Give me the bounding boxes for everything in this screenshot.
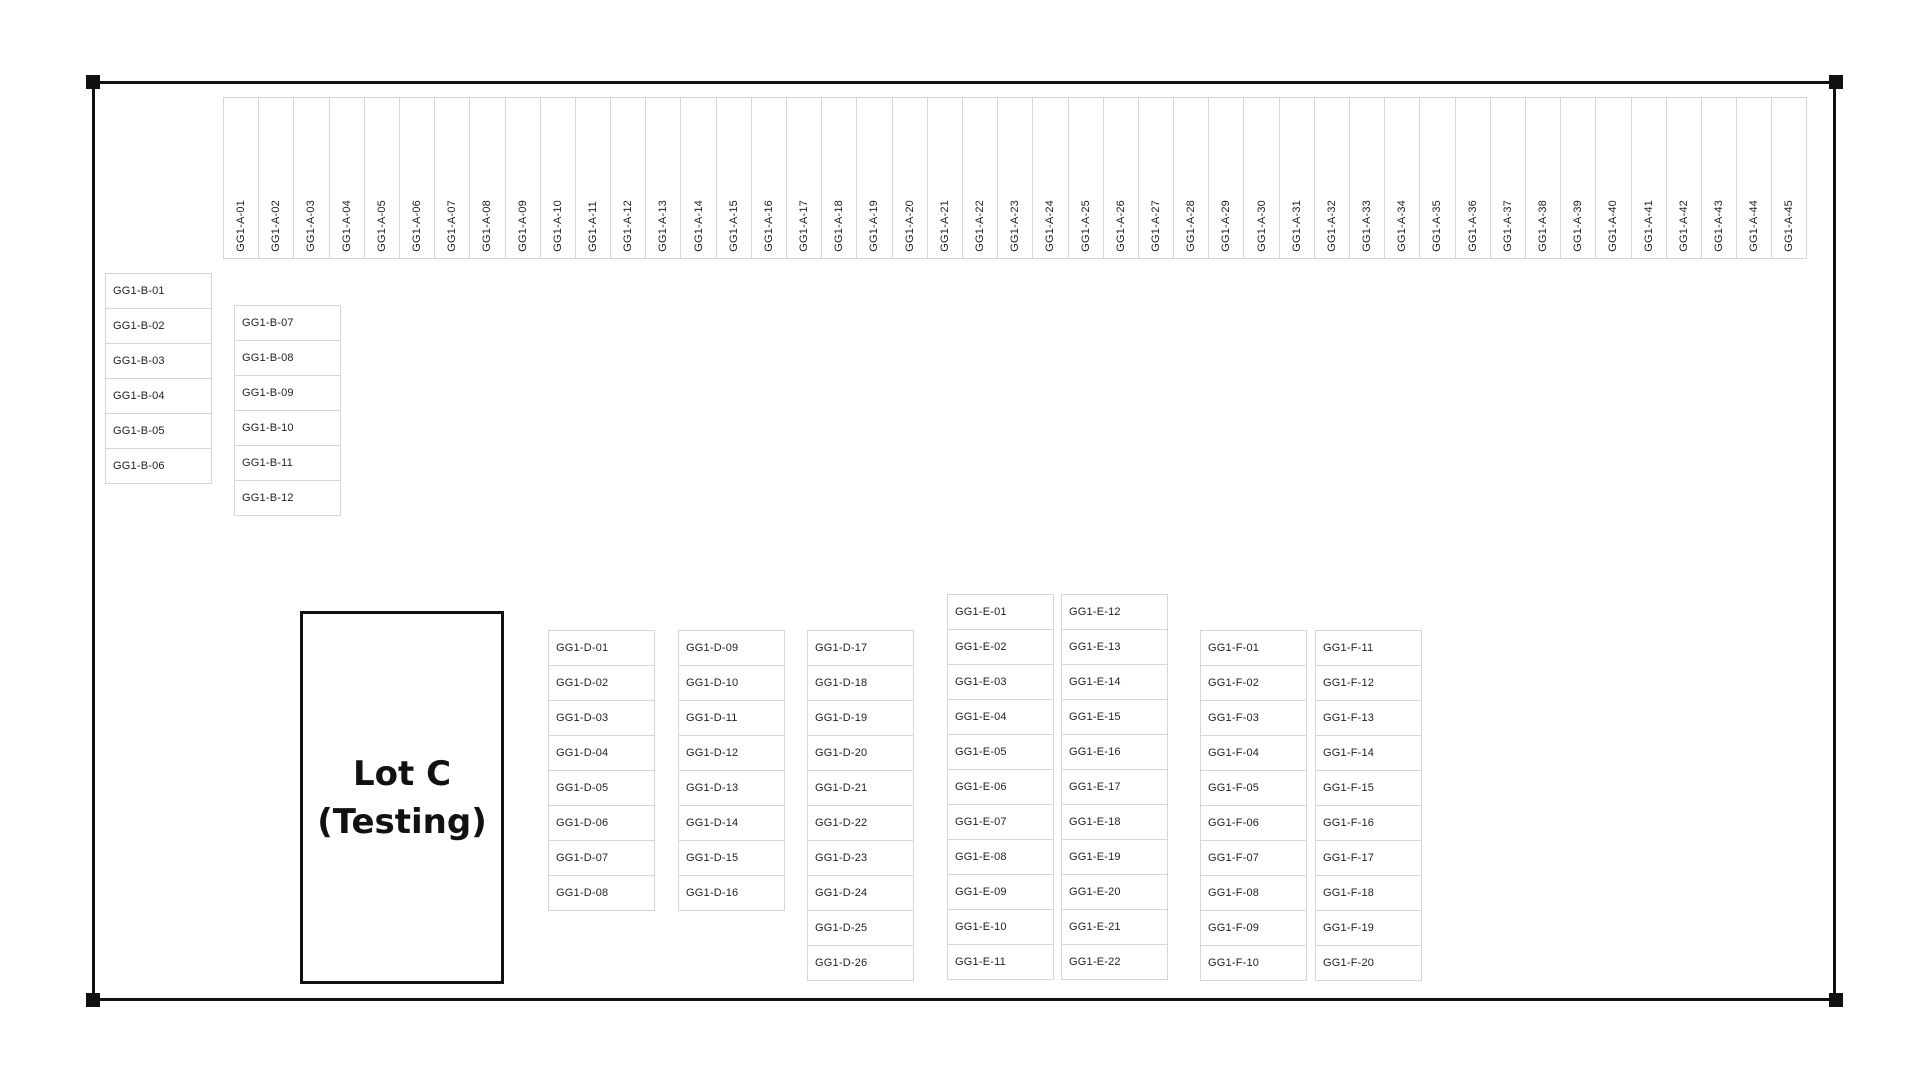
slot-label: GG1-F-19 [1323, 922, 1375, 934]
parking-slot[interactable] [1200, 735, 1307, 771]
parking-slot[interactable] [807, 840, 914, 876]
slot-group-e1 [948, 595, 1054, 980]
parking-slot[interactable] [1200, 630, 1307, 666]
parking-slot[interactable] [1595, 97, 1631, 259]
slot-label: GG1-D-25 [815, 922, 868, 934]
slot-label: GG1-F-15 [1323, 782, 1375, 794]
parking-slot[interactable] [947, 629, 1054, 665]
parking-slot[interactable] [892, 97, 928, 259]
slot-label: GG1-F-02 [1208, 677, 1260, 689]
slot-label: GG1-B-05 [113, 425, 165, 437]
slot-label: GG1-F-10 [1208, 957, 1260, 969]
parking-slot[interactable] [1061, 839, 1168, 875]
slot-label: GG1-A-03 [305, 200, 318, 252]
parking-slot[interactable] [947, 804, 1054, 840]
parking-slot[interactable] [258, 97, 294, 259]
parking-slot[interactable] [1701, 97, 1737, 259]
parking-slot[interactable] [962, 97, 998, 259]
slot-label: GG1-D-12 [686, 747, 739, 759]
parking-slot[interactable] [1315, 770, 1422, 806]
parking-slot[interactable] [234, 375, 341, 411]
slot-label: GG1-A-18 [833, 200, 846, 252]
parking-slot[interactable] [947, 594, 1054, 630]
slot-label: GG1-B-07 [242, 317, 294, 329]
slot-label: GG1-A-08 [481, 200, 494, 252]
parking-slot[interactable] [399, 97, 435, 259]
slot-label: GG1-D-04 [556, 747, 609, 759]
parking-slot[interactable] [1208, 97, 1244, 259]
slot-label: GG1-B-09 [242, 387, 294, 399]
slot-label: GG1-E-02 [955, 641, 1007, 653]
slot-label: GG1-D-19 [815, 712, 868, 724]
parking-slot[interactable] [947, 839, 1054, 875]
slot-label: GG1-D-02 [556, 677, 609, 689]
slot-label: GG1-D-17 [815, 642, 868, 654]
slot-label: GG1-B-11 [242, 457, 293, 469]
parking-slot[interactable] [548, 875, 655, 911]
parking-slot[interactable] [548, 840, 655, 876]
slot-label: GG1-D-06 [556, 817, 609, 829]
slot-label: GG1-D-26 [815, 957, 868, 969]
parking-slot[interactable] [821, 97, 857, 259]
slot-label: GG1-B-06 [113, 460, 165, 472]
slot-label: GG1-A-37 [1501, 200, 1514, 252]
corner-handle-bottom-right[interactable] [1829, 993, 1843, 1007]
corner-handle-top-right[interactable] [1829, 75, 1843, 89]
parking-slot[interactable] [548, 770, 655, 806]
slot-label: GG1-A-42 [1677, 200, 1690, 252]
slot-label: GG1-B-10 [242, 422, 294, 434]
parking-slot[interactable] [1315, 910, 1422, 946]
parking-slot[interactable] [105, 378, 212, 414]
parking-slot[interactable] [1315, 665, 1422, 701]
slot-label: GG1-F-03 [1208, 712, 1260, 724]
parking-slot[interactable] [1314, 97, 1350, 259]
slot-label: GG1-B-08 [242, 352, 294, 364]
parking-slot[interactable] [678, 665, 785, 701]
slot-group-b1 [106, 274, 212, 484]
slot-label: GG1-D-21 [815, 782, 868, 794]
slot-label: GG1-D-05 [556, 782, 609, 794]
slot-label: GG1-F-14 [1323, 747, 1375, 759]
slot-label: GG1-A-30 [1255, 200, 1268, 252]
parking-slot[interactable] [678, 770, 785, 806]
slot-label: GG1-D-16 [686, 887, 739, 899]
slot-label: GG1-D-08 [556, 887, 609, 899]
slot-group-d3 [808, 631, 914, 981]
parking-slot[interactable] [1173, 97, 1209, 259]
slot-label: GG1-A-32 [1325, 200, 1338, 252]
parking-slot[interactable] [105, 273, 212, 309]
slot-label: GG1-A-06 [411, 200, 424, 252]
parking-slot[interactable] [540, 97, 576, 259]
parking-slot[interactable] [234, 480, 341, 516]
slot-label: GG1-D-14 [686, 817, 739, 829]
parking-slot[interactable] [807, 700, 914, 736]
parking-slot[interactable] [807, 875, 914, 911]
parking-slot[interactable] [807, 805, 914, 841]
parking-slot[interactable] [610, 97, 646, 259]
slot-group-d2 [679, 631, 785, 911]
parking-slot[interactable] [1200, 770, 1307, 806]
slot-label: GG1-D-23 [815, 852, 868, 864]
parking-slot[interactable] [678, 735, 785, 771]
parking-slot[interactable] [1061, 909, 1168, 945]
slot-label: GG1-A-40 [1607, 200, 1620, 252]
slot-label: GG1-A-33 [1361, 200, 1374, 252]
parking-slot[interactable] [947, 874, 1054, 910]
slot-label: GG1-E-15 [1069, 711, 1121, 723]
parking-slot[interactable] [1455, 97, 1491, 259]
parking-slot[interactable] [1061, 874, 1168, 910]
slot-label: GG1-A-02 [270, 200, 283, 252]
parking-slot[interactable] [1384, 97, 1420, 259]
slot-label: GG1-A-27 [1149, 200, 1162, 252]
slot-label: GG1-F-13 [1323, 712, 1375, 724]
parking-slot[interactable] [1243, 97, 1279, 259]
parking-slot[interactable] [105, 413, 212, 449]
parking-slot[interactable] [105, 343, 212, 379]
parking-slot[interactable] [234, 445, 341, 481]
slot-label: GG1-D-24 [815, 887, 868, 899]
slot-label: GG1-A-20 [903, 200, 916, 252]
parking-slot[interactable] [1315, 735, 1422, 771]
slot-label: GG1-E-09 [955, 886, 1007, 898]
slot-label: GG1-F-04 [1208, 747, 1260, 759]
slot-group-a [224, 98, 1807, 259]
parking-slot[interactable] [751, 97, 787, 259]
parking-slot[interactable] [329, 97, 365, 259]
parking-slot[interactable] [364, 97, 400, 259]
parking-slot[interactable] [997, 97, 1033, 259]
slot-label: GG1-F-08 [1208, 887, 1260, 899]
slot-group-d1 [549, 631, 655, 911]
parking-slot[interactable] [1061, 944, 1168, 980]
slot-group-f1 [1201, 631, 1307, 981]
slot-label: GG1-A-05 [375, 200, 388, 252]
parking-slot[interactable] [1061, 664, 1168, 700]
slot-label: GG1-D-07 [556, 852, 609, 864]
parking-slot[interactable] [947, 769, 1054, 805]
corner-handle-bottom-left[interactable] [86, 993, 100, 1007]
slot-label: GG1-A-43 [1712, 200, 1725, 252]
parking-slot[interactable] [680, 97, 716, 259]
slot-label: GG1-E-12 [1069, 606, 1121, 618]
parking-slot[interactable] [1315, 805, 1422, 841]
slot-label: GG1-A-38 [1537, 200, 1550, 252]
slot-label: GG1-D-11 [686, 712, 738, 724]
slot-label: GG1-A-01 [235, 200, 248, 252]
slot-label: GG1-F-17 [1323, 852, 1375, 864]
slot-label: GG1-E-11 [955, 956, 1006, 968]
parking-slot[interactable] [678, 700, 785, 736]
parking-slot[interactable] [1666, 97, 1702, 259]
slot-label: GG1-B-12 [242, 492, 294, 504]
slot-label: GG1-E-10 [955, 921, 1007, 933]
slot-label: GG1-A-39 [1572, 200, 1585, 252]
parking-slot[interactable] [1068, 97, 1104, 259]
parking-slot[interactable] [548, 700, 655, 736]
slot-label: GG1-A-28 [1185, 200, 1198, 252]
slot-label: GG1-D-03 [556, 712, 609, 724]
parking-slot[interactable] [505, 97, 541, 259]
parking-slot[interactable] [807, 945, 914, 981]
parking-slot[interactable] [575, 97, 611, 259]
slot-label: GG1-F-12 [1323, 677, 1375, 689]
parking-slot[interactable] [1315, 945, 1422, 981]
slot-label: GG1-B-01 [113, 285, 165, 297]
slot-label: GG1-E-22 [1069, 956, 1121, 968]
corner-handle-top-left[interactable] [86, 75, 100, 89]
parking-slot[interactable] [1103, 97, 1139, 259]
parking-slot[interactable] [807, 630, 914, 666]
slot-label: GG1-A-17 [798, 200, 811, 252]
parking-slot[interactable] [856, 97, 892, 259]
lot-subtitle: (Testing) [317, 801, 487, 842]
slot-label: GG1-F-18 [1323, 887, 1375, 899]
parking-slot[interactable] [1200, 840, 1307, 876]
slot-label: GG1-E-20 [1069, 886, 1121, 898]
parking-slot[interactable] [807, 910, 914, 946]
slot-label: GG1-A-45 [1783, 200, 1796, 252]
parking-slot[interactable] [1315, 630, 1422, 666]
parking-slot[interactable] [434, 97, 470, 259]
parking-slot[interactable] [1200, 945, 1307, 981]
slot-label: GG1-F-11 [1323, 642, 1374, 654]
parking-slot[interactable] [786, 97, 822, 259]
parking-slot[interactable] [1490, 97, 1526, 259]
parking-slot[interactable] [678, 840, 785, 876]
parking-slot[interactable] [678, 805, 785, 841]
parking-slot[interactable] [105, 448, 212, 484]
parking-slot[interactable] [1349, 97, 1385, 259]
parking-slot[interactable] [548, 735, 655, 771]
parking-slot[interactable] [1200, 910, 1307, 946]
slot-label: GG1-F-16 [1323, 817, 1375, 829]
slot-label: GG1-E-18 [1069, 816, 1121, 828]
parking-slot[interactable] [105, 308, 212, 344]
slot-label: GG1-E-08 [955, 851, 1007, 863]
parking-slot[interactable] [1200, 665, 1307, 701]
slot-label: GG1-F-05 [1208, 782, 1260, 794]
slot-label: GG1-A-35 [1431, 200, 1444, 252]
slot-label: GG1-D-15 [686, 852, 739, 864]
parking-slot[interactable] [1315, 840, 1422, 876]
slot-label: GG1-A-26 [1114, 200, 1127, 252]
parking-slot[interactable] [234, 305, 341, 341]
parking-slot[interactable] [548, 630, 655, 666]
parking-slot[interactable] [1419, 97, 1455, 259]
slot-label: GG1-A-23 [1009, 200, 1022, 252]
slot-label: GG1-F-09 [1208, 922, 1260, 934]
parking-slot[interactable] [807, 665, 914, 701]
slot-label: GG1-A-04 [340, 200, 353, 252]
slot-label: GG1-A-41 [1642, 200, 1655, 252]
parking-slot[interactable] [947, 734, 1054, 770]
parking-slot[interactable] [807, 770, 914, 806]
slot-label: GG1-A-36 [1466, 200, 1479, 252]
slot-label: GG1-E-19 [1069, 851, 1121, 863]
parking-slot[interactable] [1061, 629, 1168, 665]
slot-label: GG1-E-14 [1069, 676, 1121, 688]
slot-group-e2 [1062, 595, 1168, 980]
slot-label: GG1-A-22 [974, 200, 987, 252]
slot-label: GG1-E-17 [1069, 781, 1121, 793]
slot-label: GG1-A-29 [1220, 200, 1233, 252]
lot-c-block [300, 611, 504, 984]
parking-slot[interactable] [469, 97, 505, 259]
slot-label: GG1-A-14 [692, 200, 705, 252]
slot-label: GG1-A-44 [1748, 200, 1761, 252]
parking-slot[interactable] [1061, 594, 1168, 630]
parking-slot[interactable] [548, 665, 655, 701]
parking-slot[interactable] [1200, 805, 1307, 841]
parking-slot[interactable] [947, 664, 1054, 700]
parking-slot[interactable] [1061, 769, 1168, 805]
slot-label: GG1-A-21 [938, 200, 951, 252]
parking-slot[interactable] [234, 410, 341, 446]
parking-slot[interactable] [223, 97, 259, 259]
parking-slot[interactable] [1560, 97, 1596, 259]
slot-label: GG1-B-04 [113, 390, 165, 402]
slot-label: GG1-D-13 [686, 782, 739, 794]
slot-label: GG1-A-07 [446, 200, 459, 252]
slot-label: GG1-E-07 [955, 816, 1007, 828]
slot-label: GG1-D-20 [815, 747, 868, 759]
slot-label: GG1-F-06 [1208, 817, 1260, 829]
slot-group-b2 [235, 306, 341, 516]
parking-slot[interactable] [1061, 699, 1168, 735]
parking-slot[interactable] [293, 97, 329, 259]
parking-slot[interactable] [1771, 97, 1807, 259]
slot-label: GG1-D-09 [686, 642, 739, 654]
slot-label: GG1-E-16 [1069, 746, 1121, 758]
slot-label: GG1-A-15 [727, 200, 740, 252]
slot-label: GG1-B-02 [113, 320, 165, 332]
lot-title: Lot C [352, 753, 452, 794]
parking-slot[interactable] [947, 909, 1054, 945]
slot-label: GG1-E-04 [955, 711, 1007, 723]
slot-label: GG1-E-13 [1069, 641, 1121, 653]
slot-label: GG1-A-13 [657, 200, 670, 252]
slot-label: GG1-A-10 [551, 200, 564, 252]
slot-label: GG1-E-05 [955, 746, 1007, 758]
slot-label: GG1-A-12 [622, 200, 635, 252]
slot-label: GG1-D-22 [815, 817, 868, 829]
slot-label: GG1-A-09 [516, 200, 529, 252]
parking-slot[interactable] [716, 97, 752, 259]
slot-label: GG1-A-31 [1290, 200, 1303, 252]
parking-slot[interactable] [807, 735, 914, 771]
parking-slot[interactable] [1525, 97, 1561, 259]
slot-label: GG1-F-01 [1208, 642, 1260, 654]
slot-label: GG1-B-03 [113, 355, 165, 367]
slot-label: GG1-F-07 [1208, 852, 1260, 864]
parking-slot[interactable] [1061, 804, 1168, 840]
slot-label: GG1-A-11 [586, 201, 599, 252]
parking-slot[interactable] [645, 97, 681, 259]
parking-slot[interactable] [1736, 97, 1772, 259]
parking-slot[interactable] [1200, 700, 1307, 736]
slot-label: GG1-E-03 [955, 676, 1007, 688]
parking-slot[interactable] [548, 805, 655, 841]
slot-label: GG1-D-10 [686, 677, 739, 689]
parking-slot[interactable] [927, 97, 963, 259]
slot-label: GG1-A-24 [1044, 200, 1057, 252]
slot-label: GG1-E-01 [955, 606, 1007, 618]
parking-slot[interactable] [234, 340, 341, 376]
parking-slot[interactable] [947, 699, 1054, 735]
slot-label: GG1-A-34 [1396, 200, 1409, 252]
parking-slot[interactable] [1032, 97, 1068, 259]
parking-slot[interactable] [1138, 97, 1174, 259]
parking-slot[interactable] [1631, 97, 1667, 259]
parking-slot[interactable] [1200, 875, 1307, 911]
slot-label: GG1-E-06 [955, 781, 1007, 793]
slot-label: GG1-A-16 [762, 200, 775, 252]
slot-label: GG1-A-25 [1079, 200, 1092, 252]
parking-slot[interactable] [678, 630, 785, 666]
slot-label: GG1-A-19 [868, 200, 881, 252]
parking-slot[interactable] [947, 944, 1054, 980]
slot-label: GG1-D-01 [556, 642, 609, 654]
parking-slot[interactable] [1315, 875, 1422, 911]
slot-label: GG1-D-18 [815, 677, 868, 689]
slot-group-f2 [1316, 631, 1422, 981]
parking-slot[interactable] [1279, 97, 1315, 259]
parking-slot[interactable] [678, 875, 785, 911]
slot-label: GG1-F-20 [1323, 957, 1375, 969]
slot-label: GG1-E-21 [1069, 921, 1121, 933]
parking-slot[interactable] [1061, 734, 1168, 770]
parking-slot[interactable] [1315, 700, 1422, 736]
